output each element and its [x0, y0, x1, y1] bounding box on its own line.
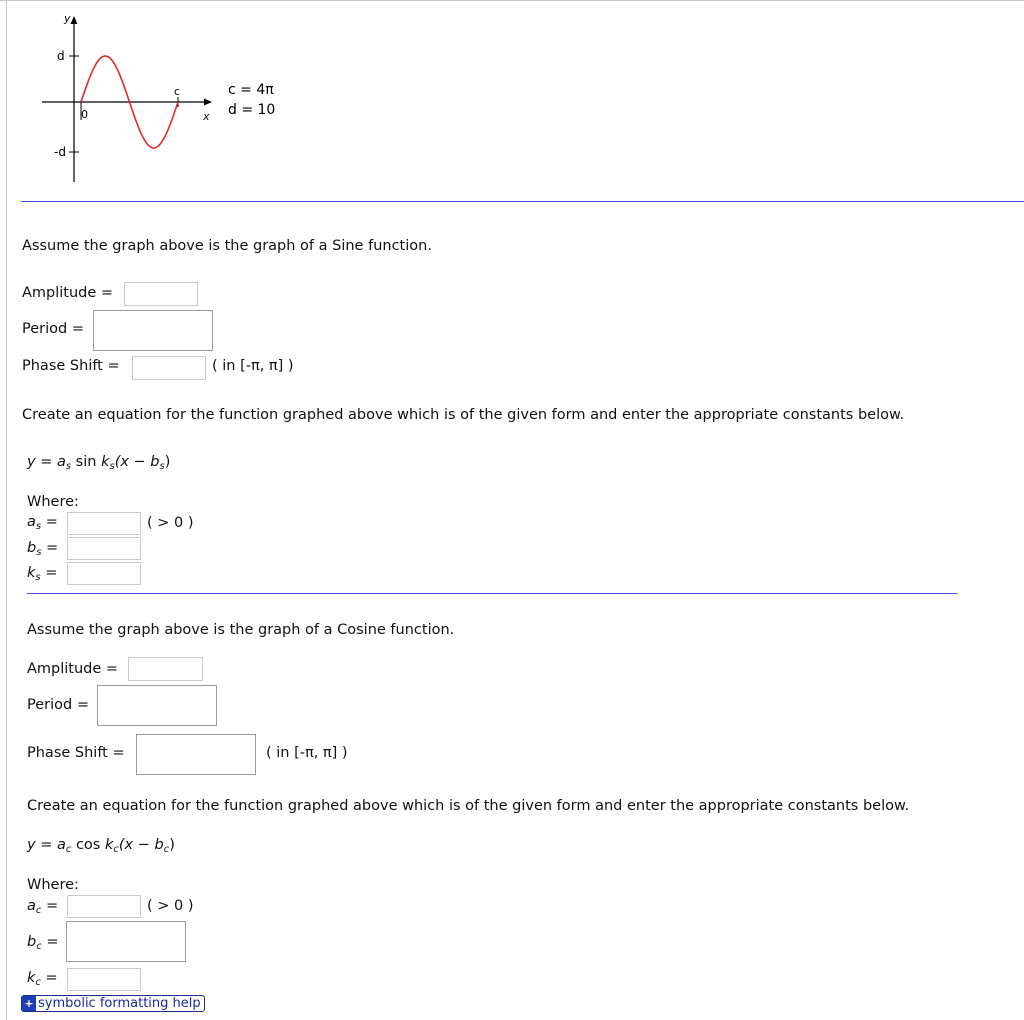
sine-b-label — [27, 540, 58, 558]
eq-b: b — [150, 454, 160, 470]
a-eq: = — [41, 898, 59, 914]
symbolic-formatting-help-label: symbolic formatting help — [38, 996, 201, 1011]
a-var: a — [27, 898, 36, 914]
cosine-b-label — [27, 934, 58, 952]
cosine-period-label: Period = — [27, 697, 89, 713]
cosine-where: Where: — [27, 877, 79, 893]
a-var: a — [27, 514, 36, 530]
given-c-text: c = 4π — [228, 82, 274, 98]
eq-a-sub: c — [65, 844, 72, 855]
sine-period-label: Period = — [22, 321, 84, 337]
b-eq: = — [41, 540, 59, 556]
sine-k-label — [27, 565, 57, 583]
cosine-a-label — [27, 898, 58, 916]
tick-zero-label: 0 — [81, 108, 88, 121]
cosine-amplitude-label: Amplitude = — [27, 661, 119, 677]
eq-fn: cos — [71, 837, 105, 853]
eq-b-sub: c — [163, 844, 170, 855]
cosine-a-input[interactable] — [67, 895, 141, 918]
sine-phase-shift-input[interactable] — [132, 356, 206, 380]
cosine-phase-shift-input[interactable] — [136, 734, 256, 775]
eq-b-sub: s — [159, 461, 165, 472]
eq-y: y = — [27, 454, 57, 470]
eq-close: ) — [169, 837, 175, 853]
y-axis-label: y — [64, 12, 71, 25]
sine-a-input[interactable] — [67, 512, 141, 535]
sine-instruction: Create an equation for the function graphed above which is of the given form and enter the appropriate constants below. — [22, 407, 905, 423]
x-axis-arrow — [204, 99, 212, 106]
sine-period-input[interactable] — [93, 310, 213, 351]
divider-top — [21, 201, 1024, 202]
tick-c-label: c — [174, 85, 181, 98]
sine-a-label — [27, 514, 58, 532]
eq-fn: sin — [71, 454, 102, 470]
b-var-sub: c — [36, 941, 42, 952]
symbolic-formatting-help-button[interactable] — [21, 995, 205, 1012]
plus-minus-icon: + — [22, 996, 36, 1011]
left-border — [6, 0, 7, 1020]
b-var: b — [27, 934, 37, 950]
cosine-amplitude-input[interactable] — [128, 657, 203, 681]
eq-k: k — [101, 454, 110, 470]
sine-graph — [36, 10, 296, 195]
sine-phase-hint: ( in [-π, π] ) — [212, 358, 294, 374]
given-d-text: d = 10 — [228, 102, 276, 118]
eq-k-sub: c — [113, 844, 119, 855]
eq-close: ) — [164, 454, 171, 470]
cosine-k-input[interactable] — [67, 968, 141, 991]
sine-a-hint: ( > 0 ) — [147, 515, 194, 531]
k-var: k — [27, 970, 36, 986]
tick-d-label: d — [57, 49, 65, 63]
cosine-intro: Assume the graph above is the graph of a Cosine function. — [27, 622, 455, 638]
k-var: k — [27, 565, 36, 581]
b-var: b — [27, 540, 37, 556]
divider-middle — [27, 593, 957, 594]
eq-a: a — [56, 454, 66, 470]
k-var-sub: c — [35, 977, 41, 988]
b-eq: = — [41, 934, 59, 950]
sine-intro: Assume the graph above is the graph of a Sine function. — [22, 238, 432, 254]
sine-where: Where: — [27, 494, 79, 510]
cosine-k-label — [27, 970, 58, 988]
eq-b: b — [154, 837, 164, 853]
tick-neg-d-label: -d — [54, 145, 66, 159]
sine-phase-shift-label: Phase Shift = — [22, 358, 120, 374]
sine-k-input[interactable] — [67, 562, 141, 585]
a-var-sub: c — [35, 905, 42, 916]
top-border — [0, 0, 1024, 1]
cosine-instruction: Create an equation for the function graphed above which is of the given form and enter the appropriate constants below. — [27, 798, 910, 814]
eq-y: y = — [27, 837, 57, 853]
cosine-period-input[interactable] — [97, 685, 217, 726]
a-var-sub: s — [35, 521, 42, 532]
eq-a: a — [56, 837, 66, 853]
eq-a-sub: s — [65, 461, 72, 472]
cosine-b-input[interactable] — [66, 921, 186, 962]
cosine-equation — [27, 837, 175, 855]
cosine-a-hint: ( > 0 ) — [147, 898, 194, 914]
a-eq: = — [41, 514, 58, 530]
b-var-sub: s — [36, 547, 42, 558]
cosine-phase-shift-label: Phase Shift = — [27, 745, 125, 761]
sine-b-input[interactable] — [67, 537, 141, 560]
eq-k-sub: s — [109, 461, 115, 472]
k-var-sub: s — [35, 572, 41, 583]
k-eq: = — [40, 970, 58, 986]
sine-equation — [27, 454, 170, 472]
cosine-phase-hint: ( in [-π, π] ) — [266, 745, 348, 761]
k-eq: = — [40, 565, 58, 581]
sine-amplitude-input[interactable] — [124, 282, 198, 306]
x-axis-label: x — [203, 110, 210, 123]
eq-k: k — [104, 837, 114, 853]
eq-open: (x − — [118, 837, 155, 853]
y-axis-arrow — [71, 16, 78, 24]
eq-open: (x − — [114, 454, 151, 470]
sine-amplitude-label: Amplitude = — [22, 285, 114, 301]
